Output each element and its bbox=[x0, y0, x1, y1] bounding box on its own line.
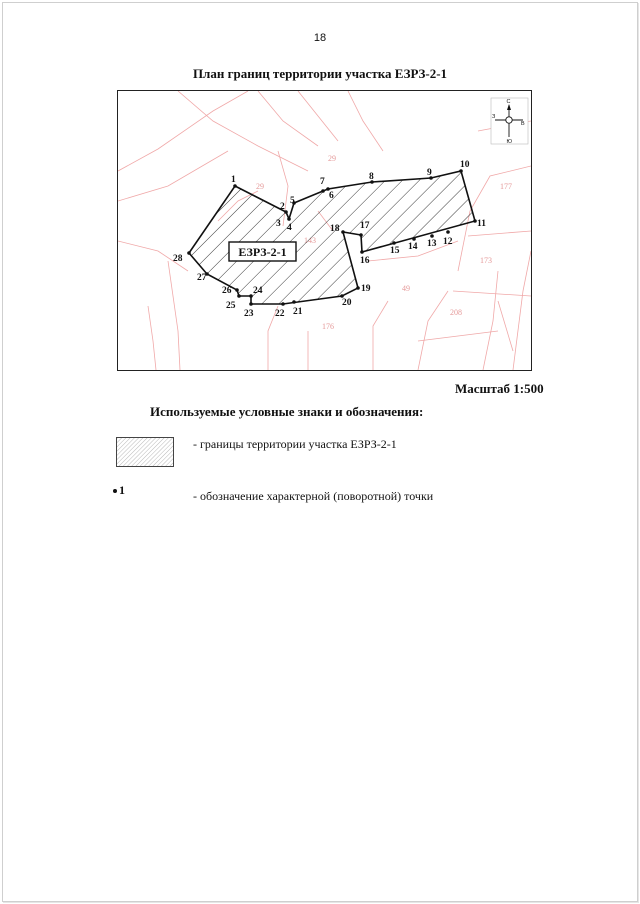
point-label: 18 bbox=[330, 224, 340, 234]
vertex-point bbox=[446, 230, 450, 234]
map-scale: Масштаб 1:500 bbox=[455, 381, 544, 396]
point-label: 15 bbox=[390, 246, 400, 256]
point-label: 13 bbox=[427, 239, 437, 249]
point-label: 6 bbox=[329, 191, 334, 201]
vertex-point bbox=[412, 237, 416, 241]
vertex-point bbox=[392, 241, 396, 245]
vertex-point bbox=[249, 302, 253, 306]
point-label: 14 bbox=[408, 242, 418, 252]
point-label: 10 bbox=[460, 160, 470, 170]
compass-west: З bbox=[492, 114, 496, 120]
page-number: 18 bbox=[313, 32, 327, 44]
plan-title: План границ территории участка ЕЗРЗ-2-1 bbox=[192, 66, 448, 81]
vertex-point bbox=[292, 300, 296, 304]
legend-point-label: 1 bbox=[119, 483, 125, 497]
point-label: 26 bbox=[222, 286, 232, 296]
legend-title: Используемые условные знаки и обозначения: bbox=[150, 404, 424, 419]
point-label: 9 bbox=[427, 168, 432, 178]
vertex-point bbox=[321, 189, 325, 193]
legend-point-text: - обозначение характерной (поворотной) точки bbox=[193, 489, 434, 503]
vertex-point bbox=[430, 234, 434, 238]
point-label: 24 bbox=[253, 286, 263, 296]
parcel-number: 176 bbox=[322, 322, 334, 331]
parcel-number: 208 bbox=[450, 308, 462, 317]
point-label: 28 bbox=[173, 254, 183, 264]
point-label: 3 bbox=[276, 219, 281, 229]
zone-label-text: ЕЗРЗ-2-1 bbox=[238, 245, 287, 259]
compass-south: Ю bbox=[506, 139, 513, 145]
point-label: 11 bbox=[477, 219, 486, 229]
vertex-point bbox=[187, 251, 191, 255]
parcel-number: 177 bbox=[500, 182, 512, 191]
vertex-point bbox=[237, 294, 241, 298]
point-label: 23 bbox=[244, 309, 254, 319]
vertex-point bbox=[359, 233, 363, 237]
legend-hatch-swatch bbox=[116, 437, 174, 467]
parcel-number: 49 bbox=[402, 284, 410, 293]
vertex-point bbox=[356, 286, 360, 290]
point-label: 19 bbox=[361, 284, 371, 294]
point-label: 27 bbox=[197, 273, 207, 283]
vertex-point bbox=[360, 250, 364, 254]
point-label: 1 bbox=[231, 175, 236, 185]
vertex-point bbox=[235, 288, 239, 292]
boundary-map bbox=[117, 90, 532, 371]
point-label: 2 bbox=[280, 202, 285, 212]
point-label: 7 bbox=[320, 177, 325, 187]
point-label: 8 bbox=[369, 172, 374, 182]
point-label: 17 bbox=[360, 221, 370, 231]
point-label: 20 bbox=[342, 298, 352, 308]
map-canvas bbox=[118, 91, 531, 370]
legend-area-text: - границы территории участка ЕЗРЗ-2-1 bbox=[193, 437, 397, 451]
vertex-point bbox=[341, 230, 345, 234]
point-label: 5 bbox=[290, 196, 295, 206]
compass-east: В bbox=[521, 121, 525, 127]
point-label: 25 bbox=[226, 301, 236, 311]
legend-point-symbol bbox=[113, 489, 117, 493]
point-label: 16 bbox=[360, 256, 370, 266]
compass-north: С bbox=[506, 99, 511, 105]
vertex-point bbox=[287, 217, 291, 221]
point-label: 4 bbox=[287, 223, 292, 233]
zone-label bbox=[229, 242, 296, 261]
point-label: 21 bbox=[293, 307, 303, 317]
vertex-point bbox=[281, 302, 285, 306]
parcel-number: 173 bbox=[480, 256, 492, 265]
point-label: 12 bbox=[443, 237, 453, 247]
parcel-number: 29 bbox=[328, 154, 336, 163]
parcel-number: 29 bbox=[256, 182, 264, 191]
point-label: 22 bbox=[275, 309, 285, 319]
compass-rose bbox=[491, 98, 528, 145]
